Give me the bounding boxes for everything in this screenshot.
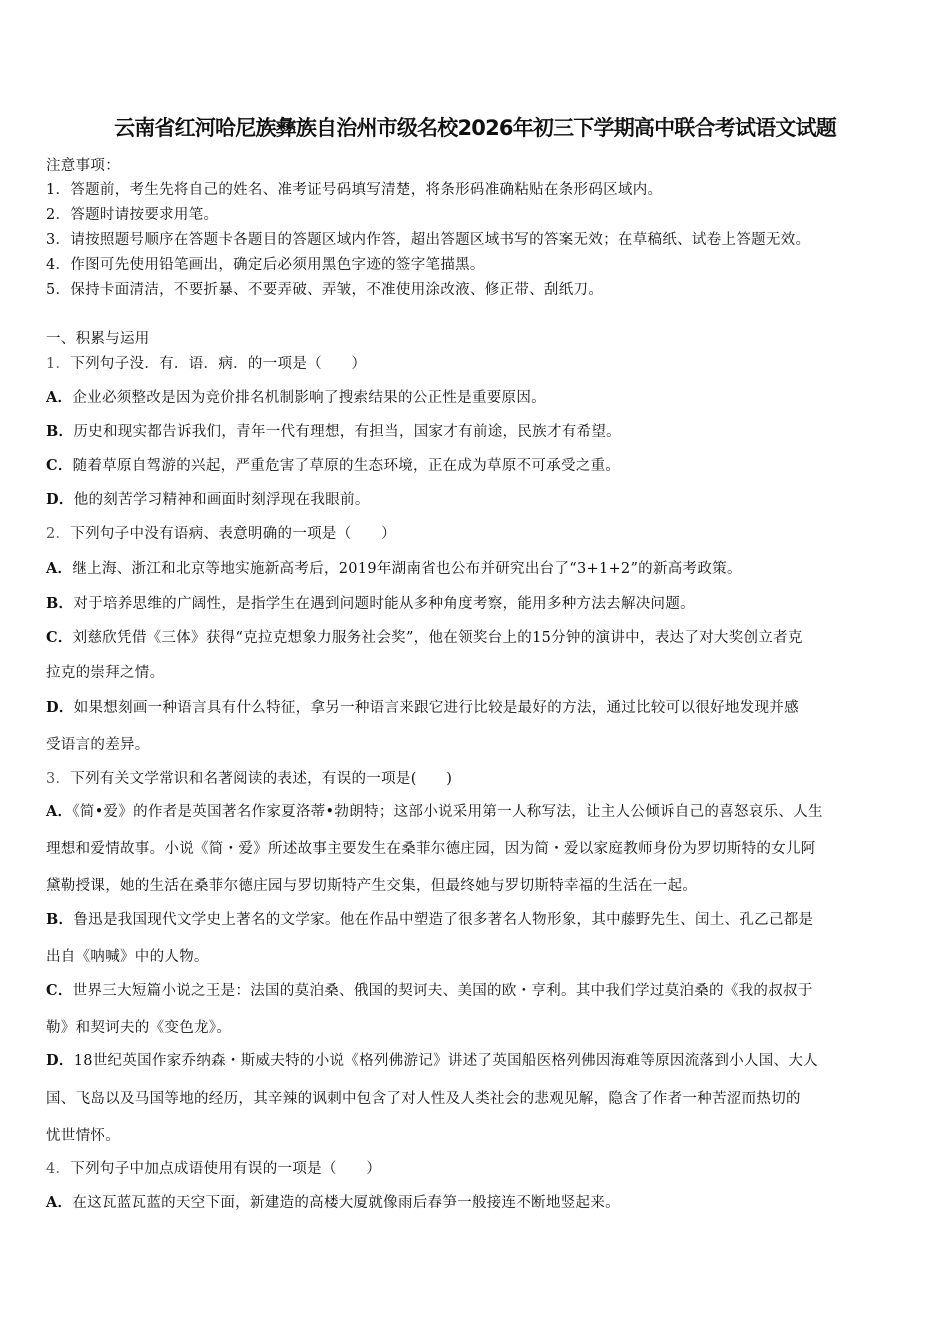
question-2-option-c <box>46 626 803 647</box>
question-3-option-a-cont-2: 黛勒授课，她的生活在桑菲尔德庄园与罗切斯特产生交集，但最终她与罗切斯特幸福的生活在一起。 <box>46 878 698 894</box>
question-1-option-c <box>46 454 620 475</box>
question-2-option-b <box>46 592 695 613</box>
option-letter: B． <box>46 595 74 612</box>
question-number: 1． <box>46 356 71 372</box>
question-4-option-a <box>46 1191 620 1212</box>
question-2-option-a <box>46 557 742 578</box>
question-stem-text: 下列有关文学常识和名著阅读的表述，有误的一项是( ) <box>70 771 453 787</box>
question-number: 2． <box>46 526 71 542</box>
question-number: 4． <box>46 1161 71 1177</box>
option-text: 企业必须整改是因为竞价排名机制影响了搜索结果的公正性是重要原因。 <box>72 390 546 406</box>
question-3-stem <box>46 767 452 788</box>
option-text: 对于培养思维的广阔性，是指学生在遇到问题时能从多种角度考察，能用多种方法去解决问题。 <box>73 596 695 612</box>
question-2-option-c-cont: 拉克的崇拜之情。 <box>46 665 165 681</box>
question-3-option-a-cont-1: 理想和爱情故事。小说《简・爱》所述故事主要发生在桑菲尔德庄园，因为简・爱以家庭教师身份为罗切斯特的女儿阿 <box>46 841 816 857</box>
question-3-option-d-cont-2: 忧世情怀。 <box>46 1128 120 1144</box>
option-letter: D． <box>46 491 74 508</box>
question-1-option-b <box>46 420 621 441</box>
question-1-option-a <box>46 386 546 407</box>
option-letter: C． <box>46 982 73 999</box>
option-letter: B． <box>46 911 74 928</box>
question-stem-text: 下列句子没．有．语．病．的一项是（ ） <box>70 356 367 372</box>
question-number: 3． <box>46 771 71 787</box>
option-text: 刘慈欣凭借《三体》获得“克拉克想象力服务社会奖”，他在领奖台上的15分钟的演讲中，表达了对大奖创立者克 <box>72 630 803 646</box>
question-stem-text: 下列句子中没有语病、表意明确的一项是（ ） <box>70 526 396 542</box>
option-text: 他的刻苦学习精神和画面时刻浮现在我眼前。 <box>73 492 370 508</box>
option-text: 在这瓦蓝瓦蓝的天空下面，新建造的高楼大厦就像雨后春笋一般接连不断地竖起来。 <box>72 1195 620 1211</box>
question-2-option-d <box>46 696 799 717</box>
question-3-option-d-cont-1: 国、飞岛以及马国等地的经历，其辛辣的讽刺中包含了对人性及人类社会的悲观见解，隐含了作者一种苦涩而热切的 <box>46 1091 801 1107</box>
option-letter: D． <box>46 699 74 716</box>
option-text: 如果想刻画一种语言具有什么特征，拿另一种语言来跟它进行比较是最好的方法，通过比较可以很好地发现并感 <box>73 700 799 716</box>
option-text: 《简•爱》的作者是英国著名作家夏洛蒂•勃朗特；这部小说采用第一人称写法，让主人公倾诉自己的喜怒哀乐、人生 <box>72 804 823 820</box>
option-letter: C． <box>46 457 73 474</box>
question-3-option-b <box>46 908 813 929</box>
option-letter: B． <box>46 423 74 440</box>
notice-heading: 注意事项： <box>46 158 120 174</box>
option-text: 继上海、浙江和北京等地实施新高考后，2019年湖南省也公布并研究出台了“3+1+2”的新高考政策。 <box>72 561 742 577</box>
notice-item-1: 1．答题前，考生先将自己的姓名、准考证号码填写清楚，将条形码准确粘贴在条形码区域内。 <box>46 182 663 198</box>
notice-item-3: 3．请按照题号顺序在答题卡各题目的答题区域内作答，超出答题区域书写的答案无效；在草稿纸、试卷上答题无效。 <box>46 232 811 248</box>
option-letter: A． <box>46 1194 73 1211</box>
question-3-option-c-cont: 勒》和契诃夫的《变色龙》。 <box>46 1020 232 1036</box>
notice-item-4: 4．作图可先使用铅笔画出，确定后必须用黑色字迹的签字笔描黑。 <box>46 257 485 273</box>
notice-item-2: 2．答题时请按要求用笔。 <box>46 207 219 223</box>
option-text: 鲁迅是我国现代文学史上著名的文学家。他在作品中塑造了很多著名人物形象，其中藤野先生、闰土、孔乙己都是 <box>73 912 814 928</box>
option-letter: A． <box>46 560 73 577</box>
question-3-option-d <box>46 1049 818 1070</box>
question-2-option-d-cont: 受语言的差异。 <box>46 737 150 753</box>
notice-item-5: 5．保持卡面清洁，不要折暴、不要弄破、弄皱，不准使用涂改液、修正带、刮纸刀。 <box>46 282 604 298</box>
question-4-stem <box>46 1157 381 1178</box>
option-text: 世界三大短篇小说之王是：法国的莫泊桑、俄国的契诃夫、美国的欧・亨利。其中我们学过莫泊桑的《我的叔叔于 <box>72 983 813 999</box>
page-title: 云南省红河哈尼族彝族自治州市级名校2026年初三下学期高中联合考试语文试题 <box>114 116 836 140</box>
option-text: 历史和现实都告诉我们，青年一代有理想，有担当，国家才有前途，民族才有希望。 <box>73 424 621 440</box>
option-text: 随着草原自驾游的兴起，严重危害了草原的生态环境，正在成为草原不可承受之重。 <box>72 458 621 474</box>
question-1-option-d <box>46 488 370 509</box>
option-letter: A． <box>46 803 73 820</box>
option-letter: A． <box>46 389 73 406</box>
question-1-stem <box>46 352 366 373</box>
section-heading: 一、积累与运用 <box>46 331 150 347</box>
option-letter: C． <box>46 629 73 646</box>
question-2-stem <box>46 522 396 543</box>
question-stem-text: 下列句子中加点成语使用有误的一项是（ ） <box>70 1161 382 1177</box>
option-letter: D． <box>46 1052 74 1069</box>
question-3-option-a <box>46 800 823 821</box>
option-text: 18世纪英国作家乔纳森・斯威夫特的小说《格列佛游记》讲述了英国船医格列佛因海难等原因流落到小人国、大人 <box>73 1053 818 1069</box>
question-3-option-b-cont: 出自《呐喊》中的人物。 <box>46 949 209 965</box>
question-3-option-c <box>46 979 813 1000</box>
